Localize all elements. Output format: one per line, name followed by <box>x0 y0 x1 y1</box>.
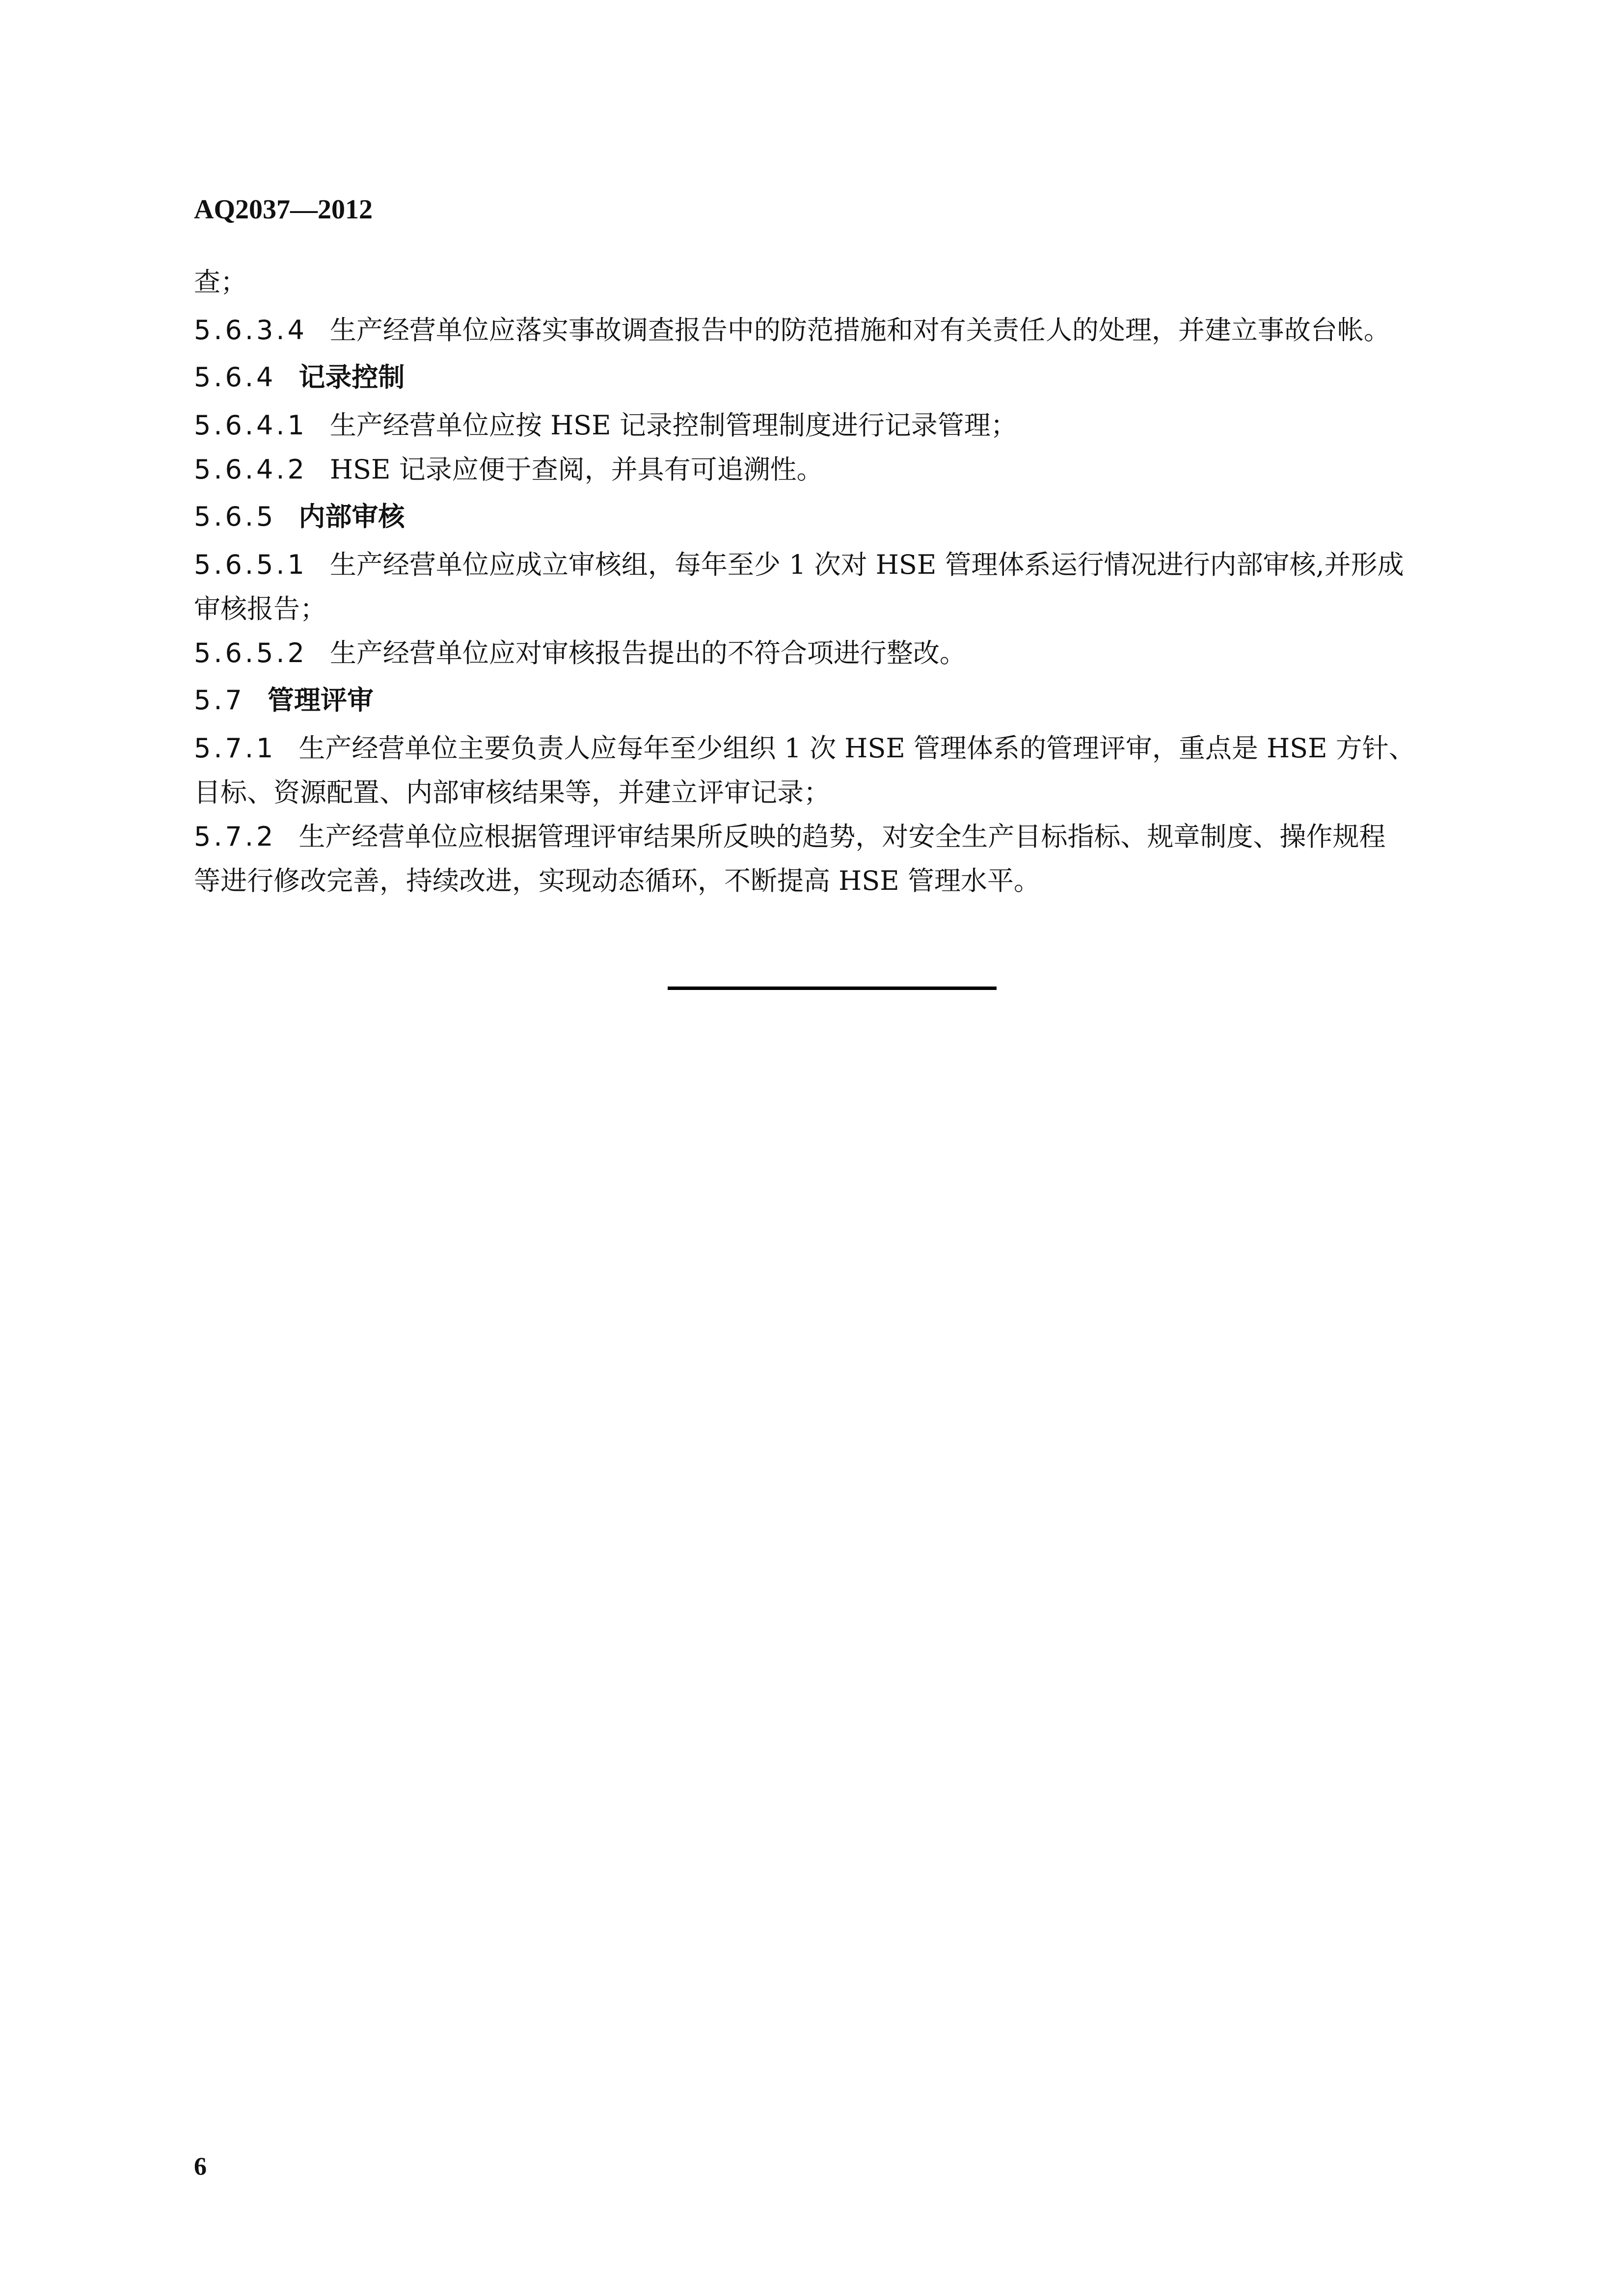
clause-text: 生产经营单位应按 HSE 记录控制管理制度进行记录管理； <box>329 410 1017 441</box>
section-number: 5.6.4 <box>194 362 276 393</box>
section-title: 内部审核 <box>298 501 405 532</box>
clause-number: 5.6.3.4 <box>194 315 307 346</box>
clause-number: 5.6.5.1 <box>194 549 307 580</box>
section-heading-5-6-5 <box>194 495 1480 539</box>
clause-text-continued: 等进行修改完善，持续改进，实现动态循环，不断提高 HSE 管理水平。 <box>194 865 1040 896</box>
section-title: 记录控制 <box>298 362 405 393</box>
document-code: AQ2037—2012 <box>194 194 373 225</box>
clause-5-6-3-4 <box>194 308 1480 352</box>
section-number: 5.6.5 <box>194 501 276 532</box>
end-divider <box>668 987 997 990</box>
clause-text-continued: 目标、资源配置、内部审核结果等，并建立评审记录； <box>194 777 830 808</box>
clause-number: 5.6.4.1 <box>194 410 307 441</box>
clause-text: 生产经营单位应对审核报告提出的不符合项进行整改。 <box>329 638 966 668</box>
clause-text: 生产经营单位应成立审核组，每年至少 1 次对 HSE 管理体系运行情况进行内部审核,并形成 <box>329 549 1404 580</box>
clause-text: HSE 记录应便于查阅，并具有可追溯性。 <box>329 454 823 485</box>
section-heading-5-7 <box>194 678 1480 722</box>
page-number: 6 <box>194 2153 207 2181</box>
document-body <box>194 260 1480 903</box>
clause-5-6-5-1 <box>194 543 1480 631</box>
clause-text-continued: 审核报告； <box>194 593 326 624</box>
clause-number: 5.7.2 <box>194 821 276 852</box>
section-heading-5-6-4 <box>194 355 1480 400</box>
clause-5-6-5-2 <box>194 631 1480 675</box>
clause-text: 生产经营单位主要负责人应每年至少组织 1 次 HSE 管理体系的管理评审，重点是 HSE 方针、 <box>298 733 1415 764</box>
section-number: 5.7 <box>194 685 245 716</box>
clause-text: 生产经营单位应落实事故调查报告中的防范措施和对有关责任人的处理，并建立事故台帐。 <box>329 315 1390 346</box>
continuation-text: 查； <box>194 267 247 297</box>
clause-text: 生产经营单位应根据管理评审结果所反映的趋势，对安全生产目标指标、规章制度、操作规程 <box>298 821 1386 852</box>
clause-5-7-2 <box>194 815 1480 903</box>
clause-number: 5.6.5.2 <box>194 638 307 668</box>
clause-number: 5.6.4.2 <box>194 454 307 485</box>
section-title: 管理评审 <box>267 685 374 716</box>
clause-5-6-4-1 <box>194 403 1480 448</box>
clause-5-7-1 <box>194 726 1480 815</box>
clause-5-6-4-2 <box>194 448 1480 492</box>
clause-number: 5.7.1 <box>194 733 276 764</box>
